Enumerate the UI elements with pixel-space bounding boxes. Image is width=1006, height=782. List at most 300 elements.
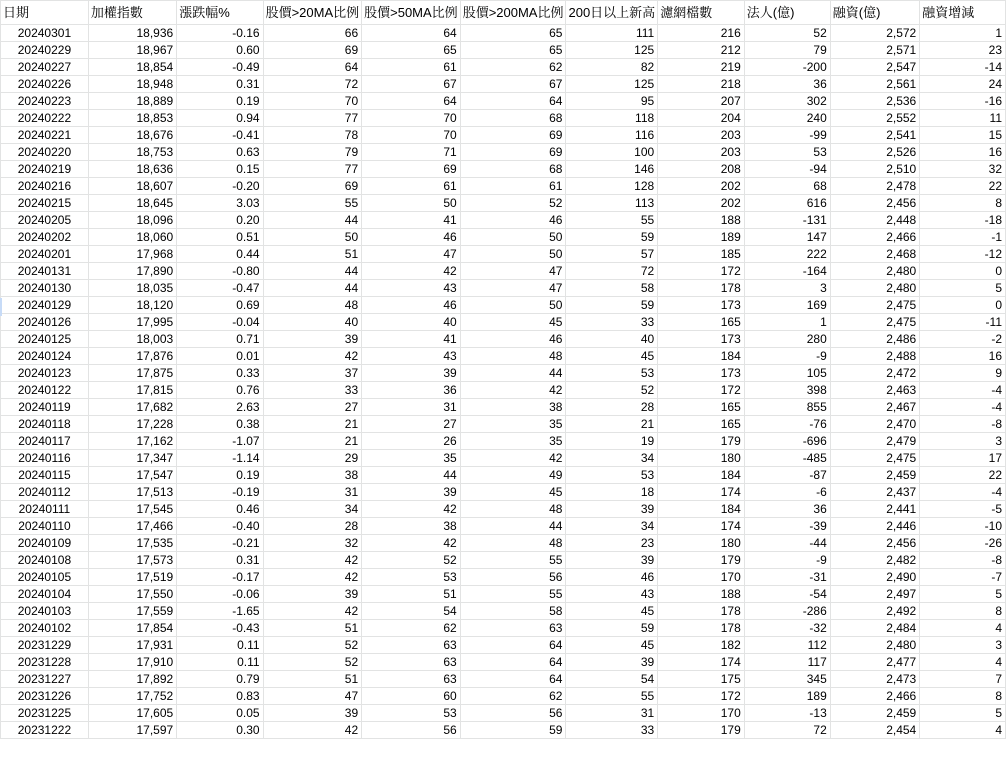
- cell-change-pct[interactable]: 0.31: [177, 552, 263, 569]
- cell-margin[interactable]: 2,475: [830, 314, 919, 331]
- cell-margin-change[interactable]: 5: [920, 280, 1006, 297]
- cell-above-50ma[interactable]: 61: [362, 178, 461, 195]
- cell-above-50ma[interactable]: 42: [362, 535, 461, 552]
- cell-margin[interactable]: 2,478: [830, 178, 919, 195]
- cell-filter-count[interactable]: 203: [658, 144, 745, 161]
- cell-index[interactable]: 18,645: [88, 195, 176, 212]
- cell-above-20ma[interactable]: 38: [263, 467, 362, 484]
- cell-200d-high[interactable]: 39: [566, 552, 658, 569]
- cell-above-200ma[interactable]: 58: [460, 603, 566, 620]
- cell-filter-count[interactable]: 180: [658, 535, 745, 552]
- cell-margin[interactable]: 2,484: [830, 620, 919, 637]
- cell-margin-change[interactable]: 23: [920, 42, 1006, 59]
- cell-margin-change[interactable]: 4: [920, 722, 1006, 739]
- cell-above-20ma[interactable]: 69: [263, 42, 362, 59]
- cell-margin-change[interactable]: 22: [920, 467, 1006, 484]
- cell-filter-count[interactable]: 178: [658, 603, 745, 620]
- cell-above-20ma[interactable]: 31: [263, 484, 362, 501]
- cell-change-pct[interactable]: 0.69: [177, 297, 263, 314]
- cell-above-50ma[interactable]: 44: [362, 467, 461, 484]
- cell-above-200ma[interactable]: 50: [460, 297, 566, 314]
- cell-margin[interactable]: 2,463: [830, 382, 919, 399]
- cell-margin[interactable]: 2,486: [830, 331, 919, 348]
- cell-above-20ma[interactable]: 44: [263, 280, 362, 297]
- cell-above-20ma[interactable]: 39: [263, 331, 362, 348]
- cell-above-50ma[interactable]: 63: [362, 671, 461, 688]
- cell-date[interactable]: 20240125: [1, 331, 89, 348]
- cell-change-pct[interactable]: -0.04: [177, 314, 263, 331]
- cell-index[interactable]: 18,948: [88, 76, 176, 93]
- cell-above-200ma[interactable]: 42: [460, 450, 566, 467]
- cell-margin[interactable]: 2,571: [830, 42, 919, 59]
- cell-above-200ma[interactable]: 64: [460, 637, 566, 654]
- cell-index[interactable]: 17,931: [88, 637, 176, 654]
- cell-index[interactable]: 17,605: [88, 705, 176, 722]
- cell-filter-count[interactable]: 179: [658, 433, 745, 450]
- cell-margin[interactable]: 2,473: [830, 671, 919, 688]
- cell-change-pct[interactable]: -0.20: [177, 178, 263, 195]
- cell-above-50ma[interactable]: 61: [362, 59, 461, 76]
- cell-filter-count[interactable]: 170: [658, 705, 745, 722]
- cell-margin-change[interactable]: 16: [920, 144, 1006, 161]
- cell-margin[interactable]: 2,454: [830, 722, 919, 739]
- cell-index[interactable]: 18,003: [88, 331, 176, 348]
- cell-margin[interactable]: 2,526: [830, 144, 919, 161]
- cell-above-20ma[interactable]: 52: [263, 654, 362, 671]
- cell-200d-high[interactable]: 28: [566, 399, 658, 416]
- cell-index[interactable]: 17,890: [88, 263, 176, 280]
- cell-institutional[interactable]: 105: [744, 365, 830, 382]
- cell-institutional[interactable]: 79: [744, 42, 830, 59]
- cell-institutional[interactable]: 112: [744, 637, 830, 654]
- cell-above-50ma[interactable]: 62: [362, 620, 461, 637]
- cell-date[interactable]: 20240116: [1, 450, 89, 467]
- cell-above-50ma[interactable]: 70: [362, 110, 461, 127]
- cell-margin[interactable]: 2,479: [830, 433, 919, 450]
- cell-date[interactable]: 20240215: [1, 195, 89, 212]
- cell-margin-change[interactable]: -1: [920, 229, 1006, 246]
- cell-institutional[interactable]: 68: [744, 178, 830, 195]
- cell-change-pct[interactable]: 0.31: [177, 76, 263, 93]
- cell-date[interactable]: 20240119: [1, 399, 89, 416]
- cell-above-50ma[interactable]: 31: [362, 399, 461, 416]
- cell-above-200ma[interactable]: 64: [460, 671, 566, 688]
- cell-institutional[interactable]: -32: [744, 620, 830, 637]
- cell-above-20ma[interactable]: 28: [263, 518, 362, 535]
- cell-change-pct[interactable]: -0.40: [177, 518, 263, 535]
- cell-200d-high[interactable]: 113: [566, 195, 658, 212]
- cell-index[interactable]: 17,162: [88, 433, 176, 450]
- cell-institutional[interactable]: -99: [744, 127, 830, 144]
- cell-margin[interactable]: 2,541: [830, 127, 919, 144]
- cell-above-50ma[interactable]: 65: [362, 42, 461, 59]
- cell-200d-high[interactable]: 54: [566, 671, 658, 688]
- cell-date[interactable]: 20231222: [1, 722, 89, 739]
- cell-above-50ma[interactable]: 46: [362, 229, 461, 246]
- cell-margin-change[interactable]: 8: [920, 688, 1006, 705]
- cell-margin[interactable]: 2,470: [830, 416, 919, 433]
- cell-institutional[interactable]: 1: [744, 314, 830, 331]
- cell-above-50ma[interactable]: 35: [362, 450, 461, 467]
- cell-margin[interactable]: 2,456: [830, 195, 919, 212]
- cell-margin-change[interactable]: -16: [920, 93, 1006, 110]
- cell-above-20ma[interactable]: 64: [263, 59, 362, 76]
- cell-index[interactable]: 18,936: [88, 25, 176, 42]
- cell-filter-count[interactable]: 188: [658, 586, 745, 603]
- cell-200d-high[interactable]: 33: [566, 722, 658, 739]
- cell-date[interactable]: 20240221: [1, 127, 89, 144]
- cell-above-20ma[interactable]: 42: [263, 569, 362, 586]
- col-header-above-200ma[interactable]: 股價>200MA比例: [460, 1, 566, 25]
- cell-index[interactable]: 17,910: [88, 654, 176, 671]
- cell-above-200ma[interactable]: 35: [460, 433, 566, 450]
- cell-margin-change[interactable]: -4: [920, 399, 1006, 416]
- cell-change-pct[interactable]: -0.17: [177, 569, 263, 586]
- cell-filter-count[interactable]: 178: [658, 620, 745, 637]
- cell-date[interactable]: 20240111: [1, 501, 89, 518]
- cell-margin[interactable]: 2,446: [830, 518, 919, 535]
- cell-index[interactable]: 17,513: [88, 484, 176, 501]
- cell-date[interactable]: 20240112: [1, 484, 89, 501]
- cell-change-pct[interactable]: 0.83: [177, 688, 263, 705]
- cell-date[interactable]: 20240105: [1, 569, 89, 586]
- cell-above-200ma[interactable]: 44: [460, 518, 566, 535]
- cell-margin[interactable]: 2,490: [830, 569, 919, 586]
- cell-index[interactable]: 17,466: [88, 518, 176, 535]
- cell-index[interactable]: 17,752: [88, 688, 176, 705]
- cell-above-20ma[interactable]: 32: [263, 535, 362, 552]
- cell-above-200ma[interactable]: 47: [460, 263, 566, 280]
- cell-200d-high[interactable]: 128: [566, 178, 658, 195]
- cell-margin-change[interactable]: 32: [920, 161, 1006, 178]
- cell-filter-count[interactable]: 203: [658, 127, 745, 144]
- cell-index[interactable]: 17,550: [88, 586, 176, 603]
- cell-margin-change[interactable]: 0: [920, 297, 1006, 314]
- cell-200d-high[interactable]: 45: [566, 348, 658, 365]
- cell-above-50ma[interactable]: 60: [362, 688, 461, 705]
- cell-change-pct[interactable]: -1.07: [177, 433, 263, 450]
- cell-filter-count[interactable]: 173: [658, 365, 745, 382]
- cell-above-20ma[interactable]: 42: [263, 552, 362, 569]
- cell-index[interactable]: 18,853: [88, 110, 176, 127]
- cell-200d-high[interactable]: 59: [566, 229, 658, 246]
- cell-200d-high[interactable]: 45: [566, 603, 658, 620]
- cell-change-pct[interactable]: -1.14: [177, 450, 263, 467]
- cell-margin[interactable]: 2,510: [830, 161, 919, 178]
- cell-date[interactable]: 20240229: [1, 42, 89, 59]
- cell-200d-high[interactable]: 116: [566, 127, 658, 144]
- cell-change-pct[interactable]: 0.19: [177, 93, 263, 110]
- cell-200d-high[interactable]: 34: [566, 450, 658, 467]
- cell-above-50ma[interactable]: 27: [362, 416, 461, 433]
- cell-above-200ma[interactable]: 56: [460, 569, 566, 586]
- cell-above-50ma[interactable]: 53: [362, 705, 461, 722]
- cell-above-50ma[interactable]: 42: [362, 263, 461, 280]
- cell-above-20ma[interactable]: 39: [263, 586, 362, 603]
- cell-institutional[interactable]: -54: [744, 586, 830, 603]
- cell-change-pct[interactable]: 0.19: [177, 467, 263, 484]
- cell-institutional[interactable]: -286: [744, 603, 830, 620]
- cell-change-pct[interactable]: 3.03: [177, 195, 263, 212]
- cell-institutional[interactable]: -94: [744, 161, 830, 178]
- cell-margin[interactable]: 2,488: [830, 348, 919, 365]
- cell-date[interactable]: 20240131: [1, 263, 89, 280]
- cell-above-200ma[interactable]: 62: [460, 688, 566, 705]
- cell-above-50ma[interactable]: 69: [362, 161, 461, 178]
- cell-change-pct[interactable]: -0.49: [177, 59, 263, 76]
- cell-change-pct[interactable]: -0.41: [177, 127, 263, 144]
- cell-change-pct[interactable]: 0.11: [177, 654, 263, 671]
- cell-above-50ma[interactable]: 50: [362, 195, 461, 212]
- cell-margin[interactable]: 2,459: [830, 467, 919, 484]
- col-header-above-50ma[interactable]: 股價>50MA比例: [362, 1, 461, 25]
- cell-200d-high[interactable]: 57: [566, 246, 658, 263]
- cell-filter-count[interactable]: 179: [658, 552, 745, 569]
- cell-above-20ma[interactable]: 55: [263, 195, 362, 212]
- cell-filter-count[interactable]: 173: [658, 331, 745, 348]
- cell-institutional[interactable]: -696: [744, 433, 830, 450]
- cell-above-50ma[interactable]: 41: [362, 212, 461, 229]
- cell-index[interactable]: 18,607: [88, 178, 176, 195]
- cell-index[interactable]: 17,573: [88, 552, 176, 569]
- cell-margin-change[interactable]: -10: [920, 518, 1006, 535]
- cell-above-50ma[interactable]: 63: [362, 654, 461, 671]
- cell-margin[interactable]: 2,536: [830, 93, 919, 110]
- cell-index[interactable]: 18,854: [88, 59, 176, 76]
- cell-above-20ma[interactable]: 42: [263, 722, 362, 739]
- cell-institutional[interactable]: -164: [744, 263, 830, 280]
- cell-margin[interactable]: 2,480: [830, 263, 919, 280]
- cell-above-50ma[interactable]: 64: [362, 25, 461, 42]
- cell-filter-count[interactable]: 173: [658, 297, 745, 314]
- cell-index[interactable]: 18,035: [88, 280, 176, 297]
- cell-above-50ma[interactable]: 52: [362, 552, 461, 569]
- col-header-institutional[interactable]: 法人(億): [744, 1, 830, 25]
- cell-institutional[interactable]: -76: [744, 416, 830, 433]
- cell-above-50ma[interactable]: 26: [362, 433, 461, 450]
- cell-change-pct[interactable]: 0.11: [177, 637, 263, 654]
- cell-margin-change[interactable]: 9: [920, 365, 1006, 382]
- cell-margin[interactable]: 2,480: [830, 637, 919, 654]
- cell-change-pct[interactable]: 0.05: [177, 705, 263, 722]
- cell-change-pct[interactable]: 0.01: [177, 348, 263, 365]
- cell-above-20ma[interactable]: 52: [263, 637, 362, 654]
- cell-index[interactable]: 17,876: [88, 348, 176, 365]
- cell-index[interactable]: 18,096: [88, 212, 176, 229]
- cell-200d-high[interactable]: 53: [566, 467, 658, 484]
- cell-above-200ma[interactable]: 69: [460, 127, 566, 144]
- cell-200d-high[interactable]: 72: [566, 263, 658, 280]
- cell-above-200ma[interactable]: 47: [460, 280, 566, 297]
- col-header-change-pct[interactable]: 漲跌幅%: [177, 1, 263, 25]
- cell-above-20ma[interactable]: 42: [263, 603, 362, 620]
- cell-above-20ma[interactable]: 70: [263, 93, 362, 110]
- cell-change-pct[interactable]: 0.60: [177, 42, 263, 59]
- cell-200d-high[interactable]: 19: [566, 433, 658, 450]
- cell-200d-high[interactable]: 18: [566, 484, 658, 501]
- cell-margin-change[interactable]: -8: [920, 552, 1006, 569]
- cell-margin-change[interactable]: 0: [920, 263, 1006, 280]
- cell-margin-change[interactable]: 5: [920, 705, 1006, 722]
- cell-institutional[interactable]: 222: [744, 246, 830, 263]
- cell-above-200ma[interactable]: 44: [460, 365, 566, 382]
- cell-institutional[interactable]: -9: [744, 348, 830, 365]
- cell-above-20ma[interactable]: 42: [263, 348, 362, 365]
- cell-above-200ma[interactable]: 46: [460, 212, 566, 229]
- cell-institutional[interactable]: 52: [744, 25, 830, 42]
- cell-change-pct[interactable]: -0.47: [177, 280, 263, 297]
- cell-index[interactable]: 17,559: [88, 603, 176, 620]
- cell-filter-count[interactable]: 202: [658, 195, 745, 212]
- cell-above-200ma[interactable]: 48: [460, 535, 566, 552]
- cell-date[interactable]: 20240216: [1, 178, 89, 195]
- cell-change-pct[interactable]: 0.38: [177, 416, 263, 433]
- cell-above-200ma[interactable]: 56: [460, 705, 566, 722]
- cell-200d-high[interactable]: 39: [566, 501, 658, 518]
- cell-date[interactable]: 20240110: [1, 518, 89, 535]
- cell-date[interactable]: 20231228: [1, 654, 89, 671]
- cell-filter-count[interactable]: 204: [658, 110, 745, 127]
- cell-index[interactable]: 17,815: [88, 382, 176, 399]
- cell-change-pct[interactable]: 0.71: [177, 331, 263, 348]
- cell-above-200ma[interactable]: 69: [460, 144, 566, 161]
- cell-date[interactable]: 20240227: [1, 59, 89, 76]
- cell-200d-high[interactable]: 53: [566, 365, 658, 382]
- cell-margin-change[interactable]: 17: [920, 450, 1006, 467]
- cell-change-pct[interactable]: 0.15: [177, 161, 263, 178]
- cell-above-200ma[interactable]: 61: [460, 178, 566, 195]
- cell-margin[interactable]: 2,437: [830, 484, 919, 501]
- cell-change-pct[interactable]: 0.51: [177, 229, 263, 246]
- cell-above-20ma[interactable]: 47: [263, 688, 362, 705]
- cell-change-pct[interactable]: 0.33: [177, 365, 263, 382]
- cell-institutional[interactable]: 616: [744, 195, 830, 212]
- cell-margin-change[interactable]: 3: [920, 637, 1006, 654]
- cell-index[interactable]: 18,967: [88, 42, 176, 59]
- cell-margin-change[interactable]: 22: [920, 178, 1006, 195]
- cell-above-200ma[interactable]: 55: [460, 586, 566, 603]
- cell-above-20ma[interactable]: 51: [263, 671, 362, 688]
- cell-above-50ma[interactable]: 70: [362, 127, 461, 144]
- cell-date[interactable]: 20240219: [1, 161, 89, 178]
- cell-200d-high[interactable]: 43: [566, 586, 658, 603]
- cell-institutional[interactable]: 147: [744, 229, 830, 246]
- cell-above-20ma[interactable]: 51: [263, 620, 362, 637]
- cell-filter-count[interactable]: 174: [658, 484, 745, 501]
- cell-index[interactable]: 18,676: [88, 127, 176, 144]
- cell-above-50ma[interactable]: 47: [362, 246, 461, 263]
- cell-above-200ma[interactable]: 63: [460, 620, 566, 637]
- cell-index[interactable]: 17,597: [88, 722, 176, 739]
- col-header-200d-high[interactable]: 200日以上新高: [566, 1, 658, 25]
- cell-filter-count[interactable]: 202: [658, 178, 745, 195]
- cell-margin-change[interactable]: -14: [920, 59, 1006, 76]
- cell-above-20ma[interactable]: 77: [263, 161, 362, 178]
- cell-200d-high[interactable]: 55: [566, 212, 658, 229]
- cell-above-50ma[interactable]: 67: [362, 76, 461, 93]
- cell-filter-count[interactable]: 180: [658, 450, 745, 467]
- cell-above-20ma[interactable]: 27: [263, 399, 362, 416]
- cell-margin-change[interactable]: 8: [920, 603, 1006, 620]
- cell-margin[interactable]: 2,497: [830, 586, 919, 603]
- cell-200d-high[interactable]: 40: [566, 331, 658, 348]
- cell-date[interactable]: 20231225: [1, 705, 89, 722]
- cell-index[interactable]: 17,995: [88, 314, 176, 331]
- cell-date[interactable]: 20240126: [1, 314, 89, 331]
- cell-filter-count[interactable]: 184: [658, 501, 745, 518]
- cell-margin-change[interactable]: -5: [920, 501, 1006, 518]
- cell-200d-high[interactable]: 100: [566, 144, 658, 161]
- cell-200d-high[interactable]: 46: [566, 569, 658, 586]
- cell-filter-count[interactable]: 174: [658, 518, 745, 535]
- cell-above-200ma[interactable]: 64: [460, 93, 566, 110]
- cell-filter-count[interactable]: 165: [658, 399, 745, 416]
- col-header-filter-count[interactable]: 濾網檔數: [658, 1, 745, 25]
- cell-above-20ma[interactable]: 21: [263, 416, 362, 433]
- cell-date[interactable]: 20240104: [1, 586, 89, 603]
- cell-institutional[interactable]: -485: [744, 450, 830, 467]
- cell-margin[interactable]: 2,547: [830, 59, 919, 76]
- cell-margin-change[interactable]: 7: [920, 671, 1006, 688]
- cell-above-50ma[interactable]: 39: [362, 365, 461, 382]
- cell-above-50ma[interactable]: 43: [362, 280, 461, 297]
- cell-institutional[interactable]: 855: [744, 399, 830, 416]
- cell-above-20ma[interactable]: 48: [263, 297, 362, 314]
- cell-change-pct[interactable]: 0.79: [177, 671, 263, 688]
- cell-above-20ma[interactable]: 33: [263, 382, 362, 399]
- cell-change-pct[interactable]: 0.46: [177, 501, 263, 518]
- cell-filter-count[interactable]: 208: [658, 161, 745, 178]
- cell-200d-high[interactable]: 111: [566, 25, 658, 42]
- cell-above-200ma[interactable]: 59: [460, 722, 566, 739]
- cell-change-pct[interactable]: 0.44: [177, 246, 263, 263]
- cell-above-200ma[interactable]: 50: [460, 246, 566, 263]
- cell-above-200ma[interactable]: 45: [460, 314, 566, 331]
- cell-date[interactable]: 20240109: [1, 535, 89, 552]
- cell-margin-change[interactable]: 4: [920, 654, 1006, 671]
- cell-margin-change[interactable]: 5: [920, 586, 1006, 603]
- cell-above-200ma[interactable]: 35: [460, 416, 566, 433]
- cell-above-200ma[interactable]: 65: [460, 42, 566, 59]
- cell-date[interactable]: 20240220: [1, 144, 89, 161]
- cell-margin[interactable]: 2,466: [830, 229, 919, 246]
- cell-above-50ma[interactable]: 46: [362, 297, 461, 314]
- cell-200d-high[interactable]: 45: [566, 637, 658, 654]
- cell-200d-high[interactable]: 82: [566, 59, 658, 76]
- cell-filter-count[interactable]: 212: [658, 42, 745, 59]
- cell-date[interactable]: 20240102: [1, 620, 89, 637]
- cell-change-pct[interactable]: 2.63: [177, 399, 263, 416]
- cell-above-50ma[interactable]: 64: [362, 93, 461, 110]
- cell-index[interactable]: 17,854: [88, 620, 176, 637]
- cell-above-50ma[interactable]: 41: [362, 331, 461, 348]
- cell-change-pct[interactable]: 0.63: [177, 144, 263, 161]
- cell-margin-change[interactable]: 16: [920, 348, 1006, 365]
- cell-above-200ma[interactable]: 46: [460, 331, 566, 348]
- cell-index[interactable]: 18,120: [88, 297, 176, 314]
- cell-change-pct[interactable]: -0.06: [177, 586, 263, 603]
- cell-200d-high[interactable]: 39: [566, 654, 658, 671]
- cell-above-20ma[interactable]: 37: [263, 365, 362, 382]
- cell-index[interactable]: 17,968: [88, 246, 176, 263]
- cell-above-200ma[interactable]: 42: [460, 382, 566, 399]
- cell-institutional[interactable]: -9: [744, 552, 830, 569]
- cell-above-20ma[interactable]: 29: [263, 450, 362, 467]
- cell-above-20ma[interactable]: 79: [263, 144, 362, 161]
- cell-above-200ma[interactable]: 68: [460, 161, 566, 178]
- cell-200d-high[interactable]: 21: [566, 416, 658, 433]
- cell-change-pct[interactable]: 0.20: [177, 212, 263, 229]
